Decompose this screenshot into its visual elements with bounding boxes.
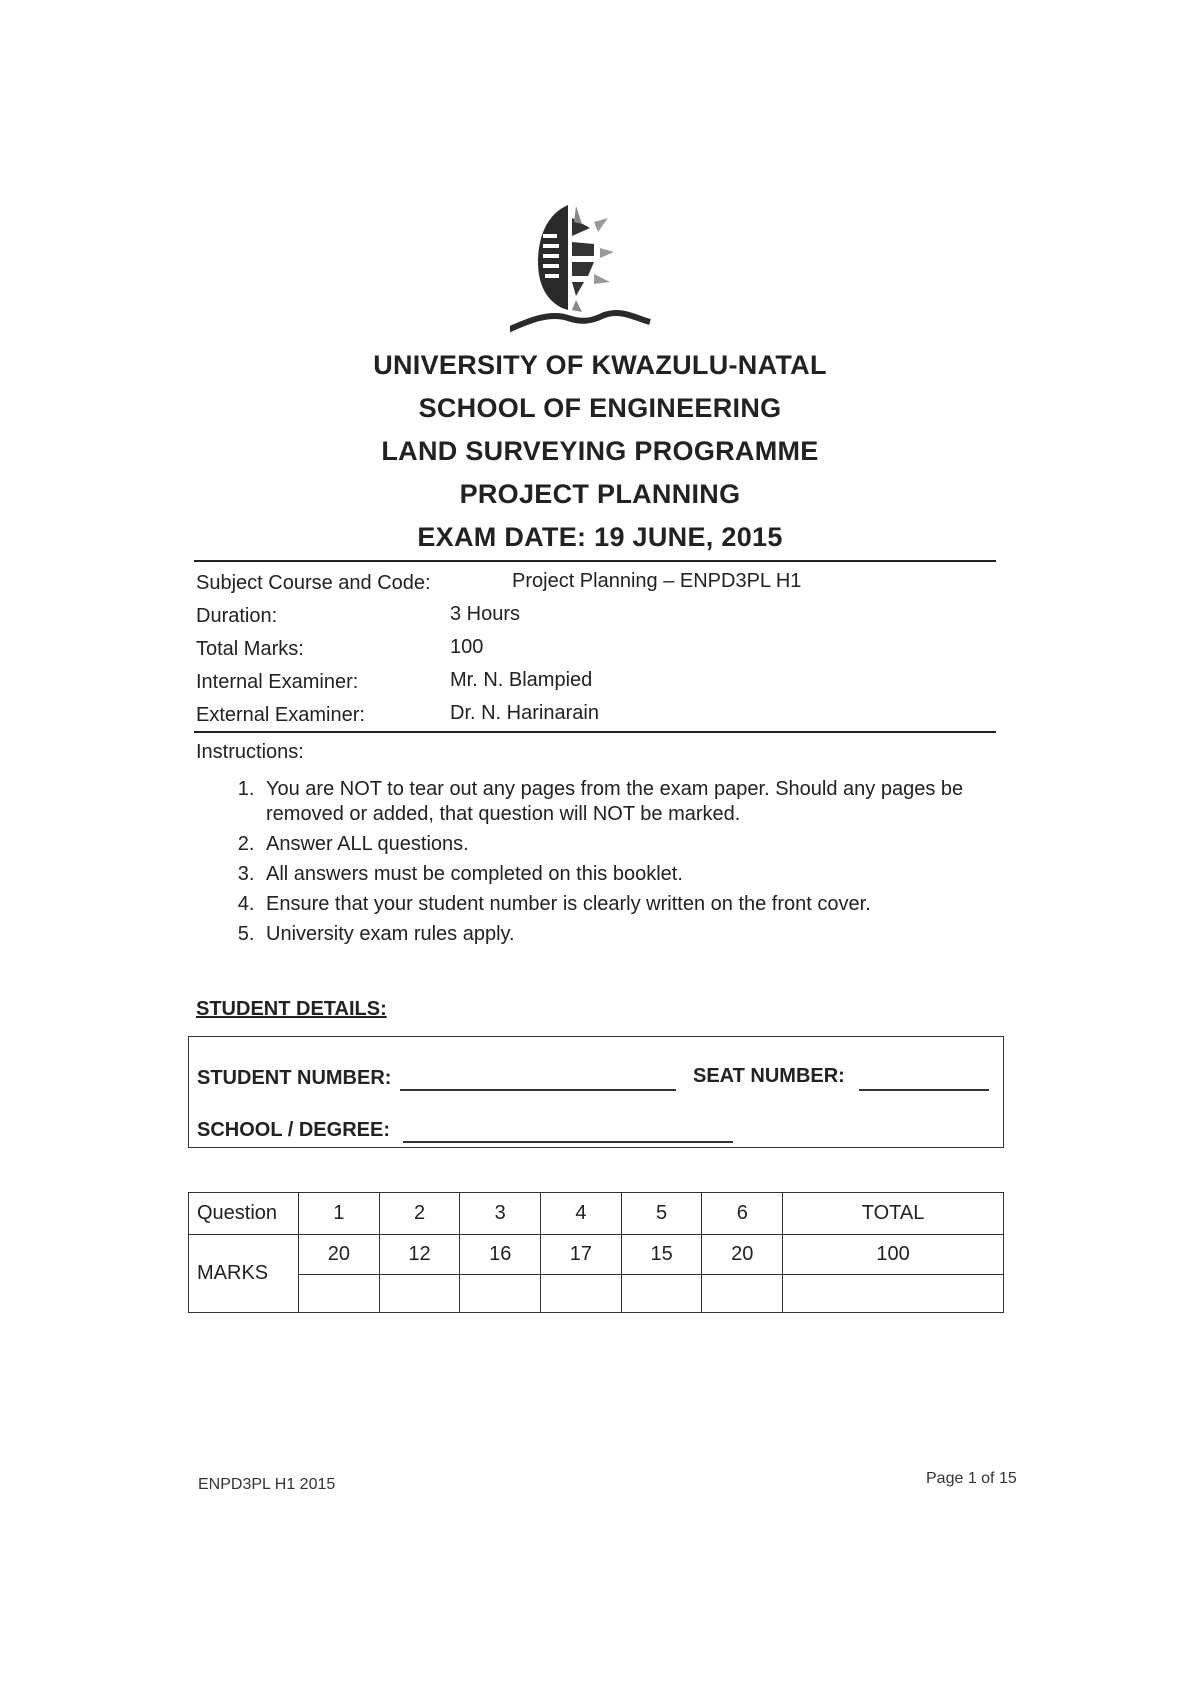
instruction-item: 1. You are NOT to tear out any pages from the exam paper. Should any pages be removed or added, that question will NOT be marked. (260, 777, 1020, 827)
max-marks-cell: 12 (379, 1235, 460, 1275)
table-row (189, 1235, 1004, 1275)
awarded-marks-cell[interactable] (621, 1275, 702, 1313)
awarded-marks-cell[interactable] (299, 1275, 380, 1313)
instruction-item: 2. Answer ALL questions. (260, 832, 1020, 857)
awarded-marks-cell[interactable] (379, 1275, 460, 1313)
subject-label: Subject Course and Code: (196, 572, 431, 594)
max-marks-cell: 100 (783, 1235, 1004, 1275)
student-number-label: STUDENT NUMBER: (197, 1067, 392, 1089)
awarded-marks-cell[interactable] (541, 1275, 622, 1313)
question-number-cell: 3 (460, 1193, 541, 1235)
university-name: UNIVERSITY OF KWAZULU-NATAL (373, 350, 827, 380)
total-marks-value: 100 (450, 636, 484, 658)
programme-name: LAND SURVEYING PROGRAMME (381, 436, 819, 466)
question-number-cell: 6 (702, 1193, 783, 1235)
seat-number-field[interactable] (859, 1089, 989, 1091)
instruction-item: 4. Ensure that your student number is clearly written on the front cover. (260, 892, 1020, 917)
student-details-box (188, 1036, 1004, 1148)
table-row (189, 1193, 1004, 1235)
max-marks-cell: 16 (460, 1235, 541, 1275)
question-header: Question (189, 1193, 299, 1235)
internal-examiner-value: Mr. N. Blampied (450, 669, 593, 691)
question-number-cell: 2 (379, 1193, 460, 1235)
duration-value: 3 Hours (450, 603, 521, 625)
instructions-title: Instructions: (196, 741, 304, 763)
question-number-cell: 5 (621, 1193, 702, 1235)
awarded-total-cell[interactable] (783, 1275, 1004, 1313)
module-name: PROJECT PLANNING (459, 479, 741, 509)
awarded-marks-cell[interactable] (460, 1275, 541, 1313)
max-marks-cell: 20 (299, 1235, 380, 1275)
school-name: SCHOOL OF ENGINEERING (418, 393, 782, 423)
bottom-divider (194, 731, 996, 733)
instruction-item: 5. University exam rules apply. (260, 922, 1020, 947)
question-number-cell: 1 (299, 1193, 380, 1235)
question-number-cell: 4 (541, 1193, 622, 1235)
exam-date: EXAM DATE: 19 JUNE, 2015 (417, 522, 783, 552)
duration-label: Duration: (196, 605, 278, 627)
student-details-title: STUDENT DETAILS: (196, 998, 387, 1020)
total-marks-label: Total Marks: (196, 638, 304, 660)
footer-page-number: Page 1 of 15 (926, 1470, 1017, 1487)
footer-course-code: ENPD3PL H1 2015 (198, 1476, 336, 1493)
school-degree-field[interactable] (403, 1141, 733, 1143)
total-header-cell: TOTAL (783, 1193, 1004, 1235)
max-marks-cell: 17 (541, 1235, 622, 1275)
external-examiner-value: Dr. N. Harinarain (450, 702, 599, 724)
top-divider (194, 560, 996, 562)
external-examiner-label: External Examiner: (196, 704, 365, 726)
marks-row-label: MARKS (189, 1235, 299, 1313)
max-marks-cell: 15 (621, 1235, 702, 1275)
student-number-field[interactable] (400, 1089, 676, 1091)
internal-examiner-label: Internal Examiner: (196, 671, 359, 693)
marks-table (188, 1192, 1004, 1313)
school-degree-label: SCHOOL / DEGREE: (197, 1119, 390, 1141)
max-marks-cell: 20 (702, 1235, 783, 1275)
seat-number-label: SEAT NUMBER: (693, 1065, 845, 1087)
awarded-marks-cell[interactable] (702, 1275, 783, 1313)
instructions-list (226, 777, 1020, 952)
instruction-item: 3. All answers must be completed on this booklet. (260, 862, 1020, 887)
subject-value: Project Planning – ENPD3PL H1 (512, 570, 802, 592)
table-row (189, 1275, 1004, 1313)
university-logo-icon (510, 200, 660, 350)
